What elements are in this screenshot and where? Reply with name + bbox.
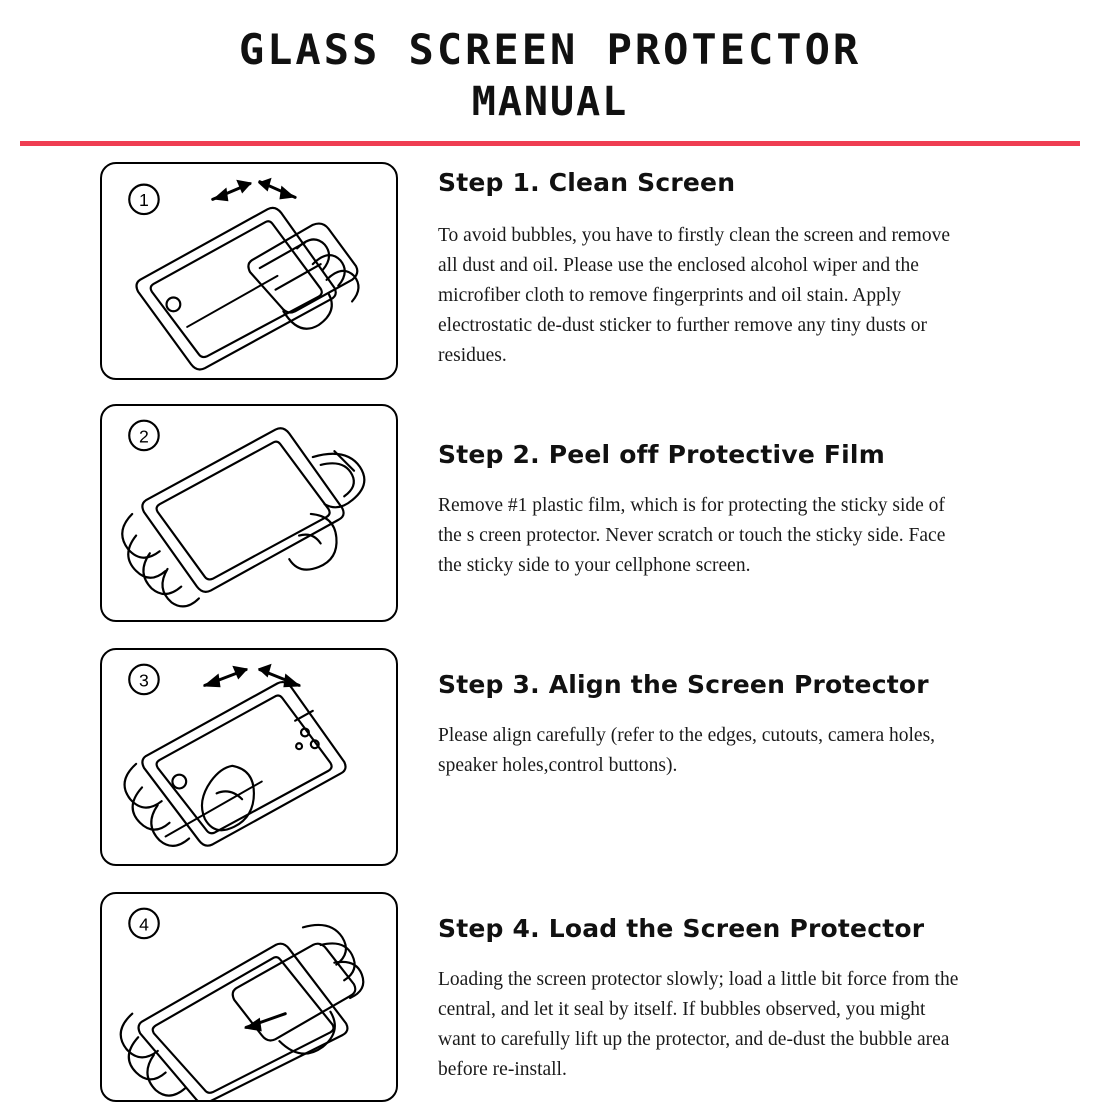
step-body: Please align carefully (refer to the edges, cutouts, camera holes, speaker holes,control buttons).	[438, 724, 936, 776]
step-body: Loading the screen protector slowly; load a little bit force from the central, and let it seal by itself. If bubbles observed, you might want to carefully lift up the protector, and de-dust the bubble area before re-install.	[438, 968, 959, 1081]
svg-text:4: 4	[139, 913, 149, 934]
page-title-line-1: GLASS SCREEN PROTECTOR	[238, 25, 862, 74]
step-figure	[100, 404, 400, 622]
step-heading: Step 2. Peel off Protective Film	[438, 439, 885, 469]
step-text	[400, 404, 1078, 582]
step-body: To avoid bubbles, you have to firstly clean the screen and remove all dust and oil. Please use the enclosed alcohol wiper and the microfiber cloth to remove fingerprints and oil stain. Apply electrostatic de-dust sticker to further remove any tiny dusts or residues.	[438, 224, 950, 367]
step-text	[400, 892, 1078, 1086]
peel-film-illustration	[100, 404, 398, 622]
step-text	[400, 648, 1078, 781]
align-protector-drawing	[102, 650, 396, 864]
clean-screen-illustration	[100, 162, 398, 380]
step-item	[22, 162, 1078, 380]
svg-text:1: 1	[139, 189, 149, 210]
step-heading: Step 1. Clean Screen	[438, 167, 736, 197]
svg-text:3: 3	[139, 669, 149, 690]
step-heading: Step 3. Align the Screen Protector	[438, 669, 929, 699]
page-title-line-2: MANUAL	[471, 78, 629, 125]
clean-screen-drawing	[102, 164, 396, 378]
step-item	[22, 648, 1078, 866]
document-header	[0, 0, 1100, 146]
step-figure	[100, 892, 400, 1102]
step-text	[400, 162, 1078, 372]
step-heading: Step 4. Load the Screen Protector	[438, 913, 925, 943]
load-protector-illustration	[100, 892, 398, 1102]
svg-text:2: 2	[139, 425, 149, 446]
step-body: Remove #1 plastic film, which is for protecting the sticky side of the s creen protector. Never scratch or touch the sticky side. Face the sticky side to your cellphone screen.	[438, 494, 946, 576]
step-item	[22, 892, 1078, 1102]
peel-film-drawing	[102, 406, 396, 620]
step-item	[22, 404, 1078, 622]
step-figure	[100, 162, 400, 380]
load-protector-drawing	[102, 894, 396, 1100]
step-figure	[100, 648, 400, 866]
align-protector-illustration	[100, 648, 398, 866]
steps-list	[0, 146, 1100, 1102]
